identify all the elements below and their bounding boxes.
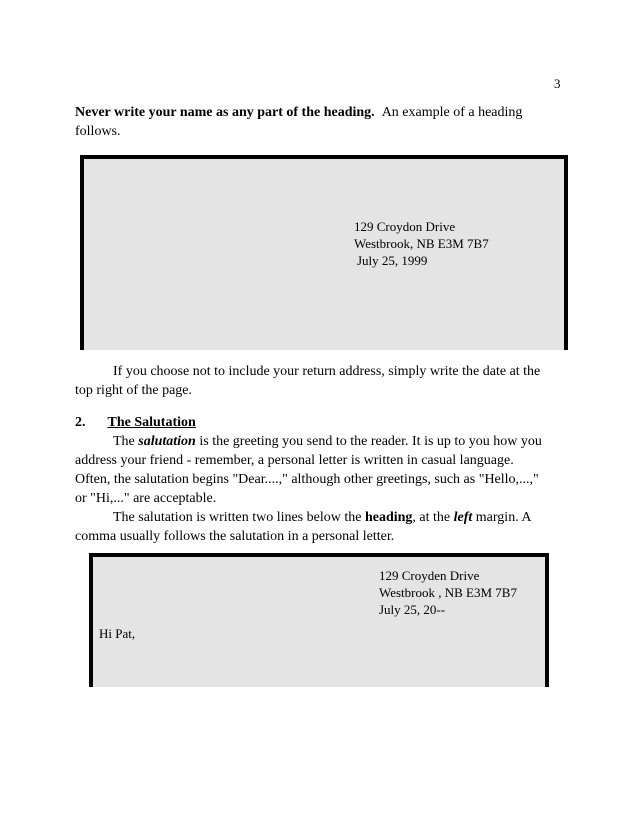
intro-rest-text: An example of a heading bbox=[381, 105, 523, 120]
address-line-1: 129 Croydon Drive bbox=[354, 219, 456, 234]
heading-example-address bbox=[354, 218, 489, 269]
salutation-example-address bbox=[379, 567, 517, 618]
salutation-left-word: left bbox=[453, 510, 473, 525]
salutation-line-5-pre: The salutation is written two lines below the bbox=[113, 510, 365, 525]
section-number: 2. bbox=[75, 415, 86, 430]
intro-bold-text: Never write your name as any part of the heading. bbox=[75, 105, 375, 120]
page-number: 3 bbox=[554, 76, 561, 91]
salutation-term: salutation bbox=[138, 434, 196, 449]
address-date: July 25, 20-- bbox=[379, 602, 446, 617]
address-line-1: 129 Croyden Drive bbox=[379, 568, 480, 583]
salutation-line-6: comma usually follows the salutation in a personal letter. bbox=[75, 529, 395, 544]
salutation-line-1-post: is the greeting you send to the reader. It is up to you how you bbox=[195, 434, 542, 449]
heading-example-box bbox=[80, 155, 568, 350]
salutation-line-3: Often, the salutation begins "Dear....," although other greetings, such as "Hello,...," bbox=[75, 472, 539, 487]
salutation-line-2: address your friend - remember, a personal letter is written in casual language. bbox=[75, 453, 514, 468]
salutation-example-box bbox=[89, 553, 549, 687]
salutation-paragraph bbox=[75, 432, 560, 546]
address-line-2: Westbrook, NB E3M 7B7 bbox=[354, 236, 489, 251]
greeting: Hi Pat, bbox=[99, 626, 136, 641]
salutation-line-1-pre: The bbox=[113, 434, 139, 449]
address-line-2: Westbrook , NB E3M 7B7 bbox=[379, 585, 517, 600]
section-heading bbox=[75, 413, 560, 432]
salutation-line-5-post: margin. A bbox=[472, 510, 532, 525]
section-title: The Salutation bbox=[107, 415, 196, 430]
return-address-line-1: If you choose not to include your return address, simply write the date at the bbox=[113, 364, 541, 379]
salutation-line-4: or "Hi,..." are acceptable. bbox=[75, 491, 217, 506]
intro-line-2: follows. bbox=[75, 124, 121, 139]
salutation-line-5-mid: , at the bbox=[412, 510, 454, 525]
return-address-paragraph bbox=[75, 362, 560, 400]
salutation-heading-word: heading bbox=[364, 510, 413, 525]
intro-paragraph bbox=[75, 103, 560, 141]
return-address-line-2: top right of the page. bbox=[75, 383, 193, 398]
address-date: July 25, 1999 bbox=[357, 253, 428, 268]
